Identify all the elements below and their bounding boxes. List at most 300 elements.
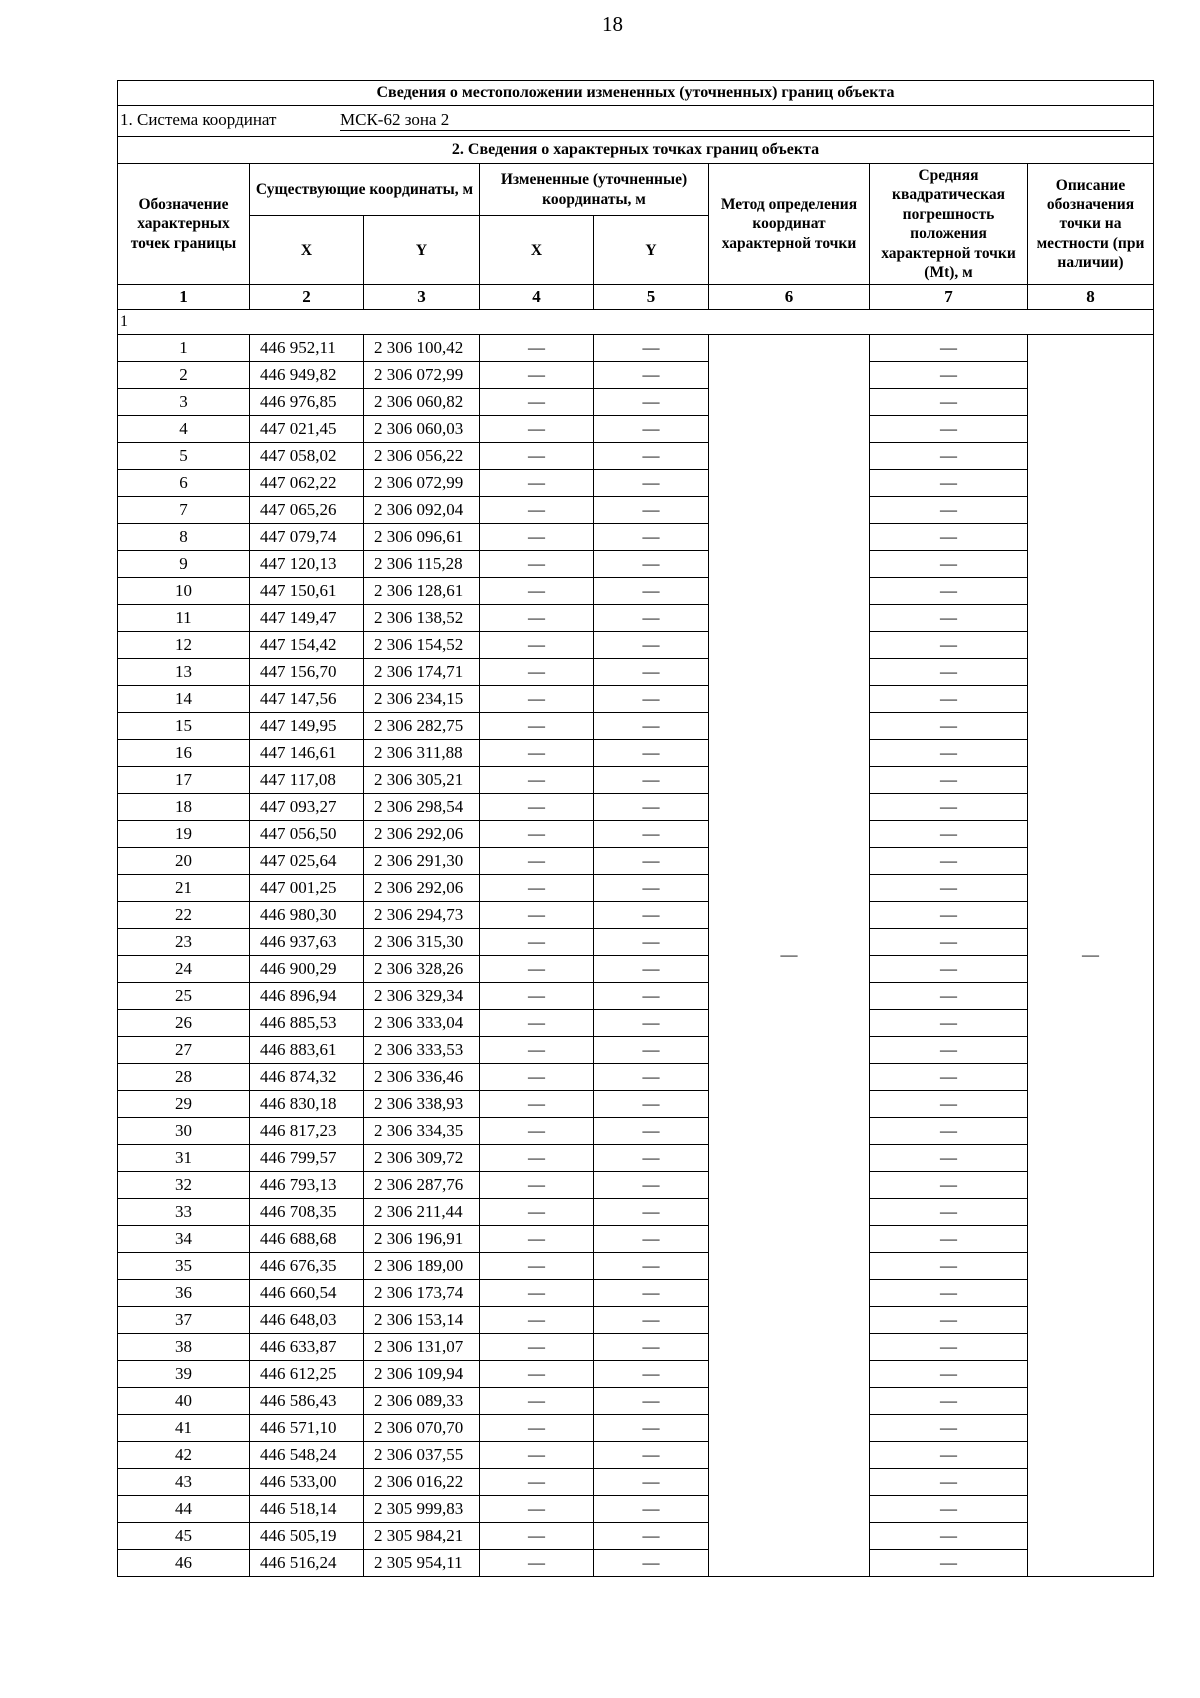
table-row <box>118 1172 1154 1199</box>
changed-x-value: — <box>480 362 594 389</box>
point-number: 34 <box>118 1226 250 1253</box>
header-existing-y: Y <box>364 216 480 285</box>
table-row <box>118 1010 1154 1037</box>
header-existing-coords: Существующие координаты, м <box>250 164 480 216</box>
changed-y-value: — <box>594 1145 709 1172</box>
point-number: 21 <box>118 875 250 902</box>
existing-x-value: 446 586,43 <box>250 1388 364 1415</box>
changed-y-value: — <box>594 1118 709 1145</box>
changed-x-value: — <box>480 389 594 416</box>
table-row <box>118 956 1154 983</box>
table-row <box>118 983 1154 1010</box>
table-row <box>118 1469 1154 1496</box>
changed-y-value: — <box>594 443 709 470</box>
header-changed-y: Y <box>594 216 709 285</box>
existing-x-value: 446 633,87 <box>250 1334 364 1361</box>
point-number: 23 <box>118 929 250 956</box>
table-row <box>118 1550 1154 1577</box>
changed-y-value: — <box>594 1280 709 1307</box>
changed-x-value: — <box>480 1469 594 1496</box>
changed-x-value: — <box>480 1361 594 1388</box>
changed-x-value: — <box>480 875 594 902</box>
table-row <box>118 659 1154 686</box>
point-number: 24 <box>118 956 250 983</box>
table-row <box>118 929 1154 956</box>
table-row <box>118 1442 1154 1469</box>
existing-x-value: 447 120,13 <box>250 551 364 578</box>
changed-y-value: — <box>594 470 709 497</box>
existing-y-value: 2 306 282,75 <box>364 713 480 740</box>
point-number: 20 <box>118 848 250 875</box>
changed-x-value: — <box>480 335 594 362</box>
existing-x-value: 446 660,54 <box>250 1280 364 1307</box>
changed-y-value: — <box>594 902 709 929</box>
mean-square-error-value: — <box>870 1145 1028 1172</box>
changed-x-value: — <box>480 902 594 929</box>
existing-x-value: 447 062,22 <box>250 470 364 497</box>
column-number: 4 <box>480 285 594 310</box>
mean-square-error-value: — <box>870 335 1028 362</box>
point-number: 44 <box>118 1496 250 1523</box>
existing-x-value: 446 937,63 <box>250 929 364 956</box>
existing-y-value: 2 306 115,28 <box>364 551 480 578</box>
point-number: 45 <box>118 1523 250 1550</box>
existing-y-value: 2 305 984,21 <box>364 1523 480 1550</box>
column-number: 5 <box>594 285 709 310</box>
changed-x-value: — <box>480 794 594 821</box>
existing-x-value: 446 688,68 <box>250 1226 364 1253</box>
header-existing-x: X <box>250 216 364 285</box>
existing-y-value: 2 306 287,76 <box>364 1172 480 1199</box>
point-number: 7 <box>118 497 250 524</box>
mean-square-error-value: — <box>870 1091 1028 1118</box>
changed-x-value: — <box>480 1550 594 1577</box>
point-number: 5 <box>118 443 250 470</box>
existing-x-value: 446 518,14 <box>250 1496 364 1523</box>
existing-y-value: 2 306 173,74 <box>364 1280 480 1307</box>
changed-x-value: — <box>480 1118 594 1145</box>
changed-y-value: — <box>594 1172 709 1199</box>
mean-square-error-value: — <box>870 1037 1028 1064</box>
point-number: 3 <box>118 389 250 416</box>
header-mean-square-error: Средняя квадратическая погрешность положения характерной точки (Mt), м <box>870 164 1028 285</box>
existing-x-value: 446 980,30 <box>250 902 364 929</box>
existing-y-value: 2 306 334,35 <box>364 1118 480 1145</box>
point-number: 25 <box>118 983 250 1010</box>
point-number: 29 <box>118 1091 250 1118</box>
existing-x-value: 446 676,35 <box>250 1253 364 1280</box>
mean-square-error-value: — <box>870 983 1028 1010</box>
point-number: 28 <box>118 1064 250 1091</box>
table-row <box>118 794 1154 821</box>
table-row <box>118 1415 1154 1442</box>
changed-y-value: — <box>594 875 709 902</box>
existing-y-value: 2 306 060,82 <box>364 389 480 416</box>
changed-x-value: — <box>480 497 594 524</box>
existing-y-value: 2 306 298,54 <box>364 794 480 821</box>
changed-y-value: — <box>594 497 709 524</box>
existing-x-value: 447 079,74 <box>250 524 364 551</box>
point-number: 31 <box>118 1145 250 1172</box>
header-point-designation: Обозначение характерных точек границы <box>118 164 250 285</box>
existing-x-value: 447 150,61 <box>250 578 364 605</box>
changed-y-value: — <box>594 848 709 875</box>
changed-y-value: — <box>594 1037 709 1064</box>
changed-y-value: — <box>594 1550 709 1577</box>
point-number: 18 <box>118 794 250 821</box>
changed-y-value: — <box>594 416 709 443</box>
mean-square-error-value: — <box>870 1307 1028 1334</box>
table-title: Сведения о местоположении измененных (уточненных) границ объекта <box>118 81 1154 106</box>
existing-x-value: 446 516,24 <box>250 1550 364 1577</box>
table-row <box>118 605 1154 632</box>
mean-square-error-value: — <box>870 1523 1028 1550</box>
changed-y-value: — <box>594 956 709 983</box>
existing-x-value: 446 900,29 <box>250 956 364 983</box>
changed-x-value: — <box>480 443 594 470</box>
table-row <box>118 1145 1154 1172</box>
changed-y-value: — <box>594 713 709 740</box>
existing-y-value: 2 306 016,22 <box>364 1469 480 1496</box>
mean-square-error-value: — <box>870 1415 1028 1442</box>
point-number: 36 <box>118 1280 250 1307</box>
mean-square-error-value: — <box>870 1334 1028 1361</box>
existing-x-value: 447 058,02 <box>250 443 364 470</box>
existing-x-value: 447 156,70 <box>250 659 364 686</box>
existing-y-value: 2 306 131,07 <box>364 1334 480 1361</box>
existing-x-value: 446 533,00 <box>250 1469 364 1496</box>
existing-x-value: 447 147,56 <box>250 686 364 713</box>
mean-square-error-value: — <box>870 1496 1028 1523</box>
contour-number: 1 <box>118 310 1154 335</box>
changed-x-value: — <box>480 1145 594 1172</box>
changed-x-value: — <box>480 1226 594 1253</box>
changed-y-value: — <box>594 929 709 956</box>
changed-x-value: — <box>480 1442 594 1469</box>
table-row <box>118 1388 1154 1415</box>
changed-x-value: — <box>480 929 594 956</box>
existing-x-value: 446 648,03 <box>250 1307 364 1334</box>
point-number: 40 <box>118 1388 250 1415</box>
changed-x-value: — <box>480 1388 594 1415</box>
mean-square-error-value: — <box>870 767 1028 794</box>
column-number: 8 <box>1028 285 1154 310</box>
column-number: 3 <box>364 285 480 310</box>
table-row <box>118 1496 1154 1523</box>
existing-y-value: 2 306 056,22 <box>364 443 480 470</box>
header-method: Метод определения координат характерной точки <box>709 164 870 285</box>
changed-y-value: — <box>594 1091 709 1118</box>
changed-y-value: — <box>594 551 709 578</box>
point-number: 8 <box>118 524 250 551</box>
mean-square-error-value: — <box>870 1361 1028 1388</box>
existing-x-value: 447 093,27 <box>250 794 364 821</box>
existing-y-value: 2 306 153,14 <box>364 1307 480 1334</box>
changed-y-value: — <box>594 1496 709 1523</box>
mean-square-error-value: — <box>870 1253 1028 1280</box>
table-row <box>118 1037 1154 1064</box>
point-number: 22 <box>118 902 250 929</box>
point-number: 43 <box>118 1469 250 1496</box>
changed-x-value: — <box>480 416 594 443</box>
point-number: 10 <box>118 578 250 605</box>
changed-y-value: — <box>594 524 709 551</box>
header-description: Описание обозначения точки на местности (при наличии) <box>1028 164 1154 285</box>
existing-y-value: 2 306 333,53 <box>364 1037 480 1064</box>
existing-x-value: 446 874,32 <box>250 1064 364 1091</box>
point-number: 38 <box>118 1334 250 1361</box>
existing-y-value: 2 306 305,21 <box>364 767 480 794</box>
mean-square-error-value: — <box>870 1469 1028 1496</box>
point-number: 17 <box>118 767 250 794</box>
table-row <box>118 740 1154 767</box>
table-row <box>118 848 1154 875</box>
column-number: 2 <box>250 285 364 310</box>
existing-y-value: 2 306 089,33 <box>364 1388 480 1415</box>
mean-square-error-value: — <box>870 686 1028 713</box>
table-row <box>118 875 1154 902</box>
changed-x-value: — <box>480 524 594 551</box>
point-number: 14 <box>118 686 250 713</box>
existing-y-value: 2 306 291,30 <box>364 848 480 875</box>
existing-y-value: 2 305 999,83 <box>364 1496 480 1523</box>
changed-x-value: — <box>480 1199 594 1226</box>
changed-y-value: — <box>594 1010 709 1037</box>
existing-y-value: 2 306 174,71 <box>364 659 480 686</box>
point-number: 27 <box>118 1037 250 1064</box>
existing-y-value: 2 306 333,04 <box>364 1010 480 1037</box>
point-number: 35 <box>118 1253 250 1280</box>
changed-x-value: — <box>480 821 594 848</box>
mean-square-error-value: — <box>870 1064 1028 1091</box>
existing-y-value: 2 305 954,11 <box>364 1550 480 1577</box>
changed-y-value: — <box>594 1226 709 1253</box>
existing-y-value: 2 306 315,30 <box>364 929 480 956</box>
changed-x-value: — <box>480 1010 594 1037</box>
point-number: 46 <box>118 1550 250 1577</box>
mean-square-error-value: — <box>870 875 1028 902</box>
table-row <box>118 416 1154 443</box>
mean-square-error-value: — <box>870 1280 1028 1307</box>
table-row <box>118 362 1154 389</box>
existing-x-value: 446 612,25 <box>250 1361 364 1388</box>
changed-x-value: — <box>480 1280 594 1307</box>
mean-square-error-value: — <box>870 794 1028 821</box>
point-number: 26 <box>118 1010 250 1037</box>
changed-x-value: — <box>480 767 594 794</box>
changed-y-value: — <box>594 1442 709 1469</box>
changed-x-value: — <box>480 983 594 1010</box>
table-row <box>118 821 1154 848</box>
point-number: 37 <box>118 1307 250 1334</box>
changed-y-value: — <box>594 794 709 821</box>
point-number: 33 <box>118 1199 250 1226</box>
changed-y-value: — <box>594 659 709 686</box>
existing-y-value: 2 306 311,88 <box>364 740 480 767</box>
point-number: 9 <box>118 551 250 578</box>
existing-y-value: 2 306 096,61 <box>364 524 480 551</box>
changed-y-value: — <box>594 389 709 416</box>
existing-y-value: 2 306 072,99 <box>364 362 480 389</box>
changed-x-value: — <box>480 686 594 713</box>
existing-x-value: 446 793,13 <box>250 1172 364 1199</box>
existing-y-value: 2 306 060,03 <box>364 416 480 443</box>
existing-y-value: 2 306 328,26 <box>364 956 480 983</box>
existing-y-value: 2 306 294,73 <box>364 902 480 929</box>
existing-x-value: 446 548,24 <box>250 1442 364 1469</box>
table-row <box>118 1118 1154 1145</box>
point-number: 13 <box>118 659 250 686</box>
existing-y-value: 2 306 292,06 <box>364 821 480 848</box>
description-value: — <box>1028 335 1154 1577</box>
mean-square-error-value: — <box>870 1010 1028 1037</box>
changed-y-value: — <box>594 335 709 362</box>
changed-x-value: — <box>480 605 594 632</box>
point-number: 39 <box>118 1361 250 1388</box>
existing-y-value: 2 306 234,15 <box>364 686 480 713</box>
changed-x-value: — <box>480 632 594 659</box>
table-row <box>118 713 1154 740</box>
changed-y-value: — <box>594 983 709 1010</box>
changed-x-value: — <box>480 1415 594 1442</box>
changed-x-value: — <box>480 1523 594 1550</box>
point-number: 32 <box>118 1172 250 1199</box>
existing-y-value: 2 306 196,91 <box>364 1226 480 1253</box>
mean-square-error-value: — <box>870 902 1028 929</box>
changed-x-value: — <box>480 578 594 605</box>
existing-y-value: 2 306 100,42 <box>364 335 480 362</box>
mean-square-error-value: — <box>870 659 1028 686</box>
table-row <box>118 1280 1154 1307</box>
changed-x-value: — <box>480 956 594 983</box>
changed-x-value: — <box>480 551 594 578</box>
existing-x-value: 446 799,57 <box>250 1145 364 1172</box>
mean-square-error-value: — <box>870 713 1028 740</box>
table-row <box>118 551 1154 578</box>
changed-y-value: — <box>594 1064 709 1091</box>
table-row <box>118 1361 1154 1388</box>
changed-x-value: — <box>480 659 594 686</box>
table-row <box>118 1226 1154 1253</box>
changed-y-value: — <box>594 1361 709 1388</box>
table-row <box>118 902 1154 929</box>
method-value: — <box>709 335 870 1577</box>
changed-y-value: — <box>594 1469 709 1496</box>
existing-x-value: 446 885,53 <box>250 1010 364 1037</box>
changed-x-value: — <box>480 1334 594 1361</box>
section-title: 2. Сведения о характерных точках границ объекта <box>118 137 1154 164</box>
existing-y-value: 2 306 329,34 <box>364 983 480 1010</box>
mean-square-error-value: — <box>870 929 1028 956</box>
coordinate-system-value: МСК-62 зона 2 <box>340 111 1130 131</box>
table-row <box>118 470 1154 497</box>
coordinate-system <box>118 106 1154 137</box>
changed-x-value: — <box>480 713 594 740</box>
mean-square-error-value: — <box>870 1550 1028 1577</box>
existing-y-value: 2 306 037,55 <box>364 1442 480 1469</box>
point-number: 15 <box>118 713 250 740</box>
boundary-points-table <box>117 80 1154 1577</box>
existing-x-value: 446 708,35 <box>250 1199 364 1226</box>
existing-y-value: 2 306 109,94 <box>364 1361 480 1388</box>
existing-y-value: 2 306 338,93 <box>364 1091 480 1118</box>
table-row <box>118 1199 1154 1226</box>
existing-x-value: 446 896,94 <box>250 983 364 1010</box>
header-changed-x: X <box>480 216 594 285</box>
mean-square-error-value: — <box>870 605 1028 632</box>
existing-x-value: 446 976,85 <box>250 389 364 416</box>
mean-square-error-value: — <box>870 740 1028 767</box>
existing-x-value: 447 021,45 <box>250 416 364 443</box>
point-number: 1 <box>118 335 250 362</box>
changed-y-value: — <box>594 767 709 794</box>
changed-y-value: — <box>594 1199 709 1226</box>
table-row <box>118 1307 1154 1334</box>
mean-square-error-value: — <box>870 632 1028 659</box>
point-number: 30 <box>118 1118 250 1145</box>
changed-x-value: — <box>480 470 594 497</box>
column-number: 6 <box>709 285 870 310</box>
changed-x-value: — <box>480 1037 594 1064</box>
mean-square-error-value: — <box>870 443 1028 470</box>
point-number: 11 <box>118 605 250 632</box>
table-row <box>118 578 1154 605</box>
mean-square-error-value: — <box>870 524 1028 551</box>
mean-square-error-value: — <box>870 497 1028 524</box>
point-number: 12 <box>118 632 250 659</box>
mean-square-error-value: — <box>870 578 1028 605</box>
existing-x-value: 447 146,61 <box>250 740 364 767</box>
existing-x-value: 446 883,61 <box>250 1037 364 1064</box>
changed-y-value: — <box>594 1523 709 1550</box>
header-changed-coords: Измененные (уточненные) координаты, м <box>480 164 709 216</box>
existing-x-value: 447 154,42 <box>250 632 364 659</box>
point-number: 41 <box>118 1415 250 1442</box>
point-number: 16 <box>118 740 250 767</box>
table-row <box>118 524 1154 551</box>
existing-y-value: 2 306 128,61 <box>364 578 480 605</box>
table-row <box>118 1523 1154 1550</box>
existing-y-value: 2 306 211,44 <box>364 1199 480 1226</box>
existing-x-value: 446 571,10 <box>250 1415 364 1442</box>
mean-square-error-value: — <box>870 956 1028 983</box>
point-number: 19 <box>118 821 250 848</box>
existing-y-value: 2 306 292,06 <box>364 875 480 902</box>
mean-square-error-value: — <box>870 551 1028 578</box>
existing-x-value: 447 149,95 <box>250 713 364 740</box>
mean-square-error-value: — <box>870 470 1028 497</box>
table-row <box>118 335 1154 362</box>
mean-square-error-value: — <box>870 848 1028 875</box>
point-number: 42 <box>118 1442 250 1469</box>
mean-square-error-value: — <box>870 1172 1028 1199</box>
existing-x-value: 446 830,18 <box>250 1091 364 1118</box>
mean-square-error-value: — <box>870 821 1028 848</box>
existing-y-value: 2 306 189,00 <box>364 1253 480 1280</box>
table-row <box>118 389 1154 416</box>
changed-x-value: — <box>480 1496 594 1523</box>
table-row <box>118 443 1154 470</box>
existing-x-value: 447 149,47 <box>250 605 364 632</box>
table-row <box>118 767 1154 794</box>
mean-square-error-value: — <box>870 416 1028 443</box>
changed-x-value: — <box>480 1091 594 1118</box>
changed-x-value: — <box>480 740 594 767</box>
changed-y-value: — <box>594 821 709 848</box>
existing-y-value: 2 306 092,04 <box>364 497 480 524</box>
point-number: 6 <box>118 470 250 497</box>
existing-x-value: 446 949,82 <box>250 362 364 389</box>
